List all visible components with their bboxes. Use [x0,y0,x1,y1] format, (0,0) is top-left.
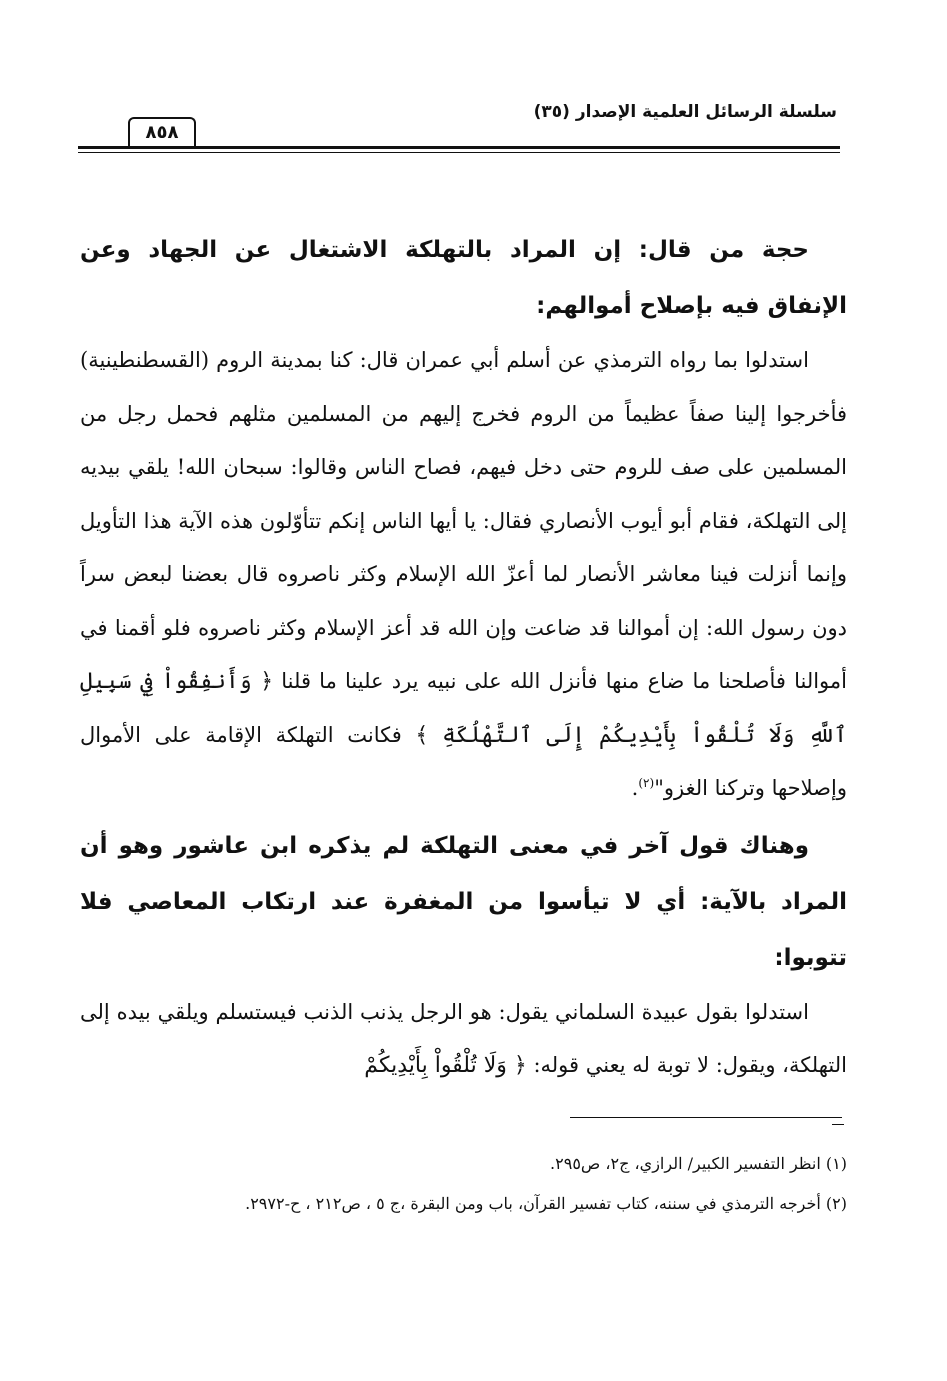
paragraph-1-period: . [631,776,639,800]
section-heading-2: وهناك قول آخر في معنى التهلكة لم يذكره ابن عاشور وهو أن المراد بالآية: أي لا تيأسوا من المغفرة عند ارتكاب المعاصي فلا تتوبوا: [80,832,847,971]
main-content [80,222,847,1093]
paragraph-1 [80,334,847,816]
footnote-mark [832,1124,844,1125]
paragraph-2 [80,986,847,1093]
header-rule [78,146,840,149]
quran-verse-2: ﴿ وَلَا تُلْقُواْ بِأَيْدِيكُمْ [364,1053,527,1078]
series-title: سلسلة الرسائل العلمية الإصدار (٣٥) [533,102,837,122]
footnote-2: (٢) أخرجه الترمذي في سننه، كتاب تفسير القرآن، باب ومن البقرة ،ج ٥ ، ص٢١٢ ، ح-٢٩٧٢. [245,1194,847,1213]
footnote-rule [570,1117,842,1118]
section-heading-1: حجة من قال: إن المراد بالتهلكة الاشتغال عن الجهاد وعن الإنفاق فيه بإصلاح أموالهم: [80,237,847,319]
quran-verse-1: ﴿ وَأَنفِقُواْ فِي سَبِيلِ ٱللَّهِ وَلَا تُلْقُواْ بِأَيْدِيكُمْ إِلَى ٱلتَّهْلُكَةِ ﴾ [80,669,847,748]
footnote-ref-2: (٢) [638,776,655,790]
paragraph-1-text: استدلوا بما رواه الترمذي عن أسلم أبي عمران قال: كنا بمدينة الروم (القسطنطينية) فأخرجوا إلينا صفاً عظيماً من الروم فخرج إليهم من المسلمين مثلهم فحمل رجل من المسلمين على صف للروم حتى دخل فيهم، فصاح الناس وقالوا: سبحان الله! يلقي بيديه إلى التهلكة، فقام أبو أيوب الأنصاري فقال: يا أيها الناس إنكم تتأوّلون هذه الآية هذا التأويل وإنما أنزلت فينا معاشر الأنصار لما أعزّ الله الإسلام وكثر ناصروه قال بعضنا لبعض سراً دون رسول الله: إن أموالنا قد ضاعت وإن الله قد أعز الإسلام وكثر ناصروه فلو أقمنا في أموالنا فأصلحنا ما ضاع منها فأنزل الله على نبيه يرد علينا ما قلنا [80,348,847,693]
page-number: ٨٥٨ [128,117,196,147]
header-rule-thin [78,152,840,153]
footnotes [80,1144,847,1224]
paragraph-1-end: فكانت التهلكة الإقامة على الأموال وإصلاحها وتركنا الغزو" [80,722,847,800]
paragraph-2-text: استدلوا بقول عبيدة السلماني يقول: هو الرجل يذنب الذنب فيستسلم ويلقي بيده إلى التهلكة، ويقول: لا توبة له يعني قوله: [80,999,847,1077]
footnote-1: (١) انظر التفسير الكبير/ الرازي، ج٢، ص٢٩٥. [550,1154,847,1173]
